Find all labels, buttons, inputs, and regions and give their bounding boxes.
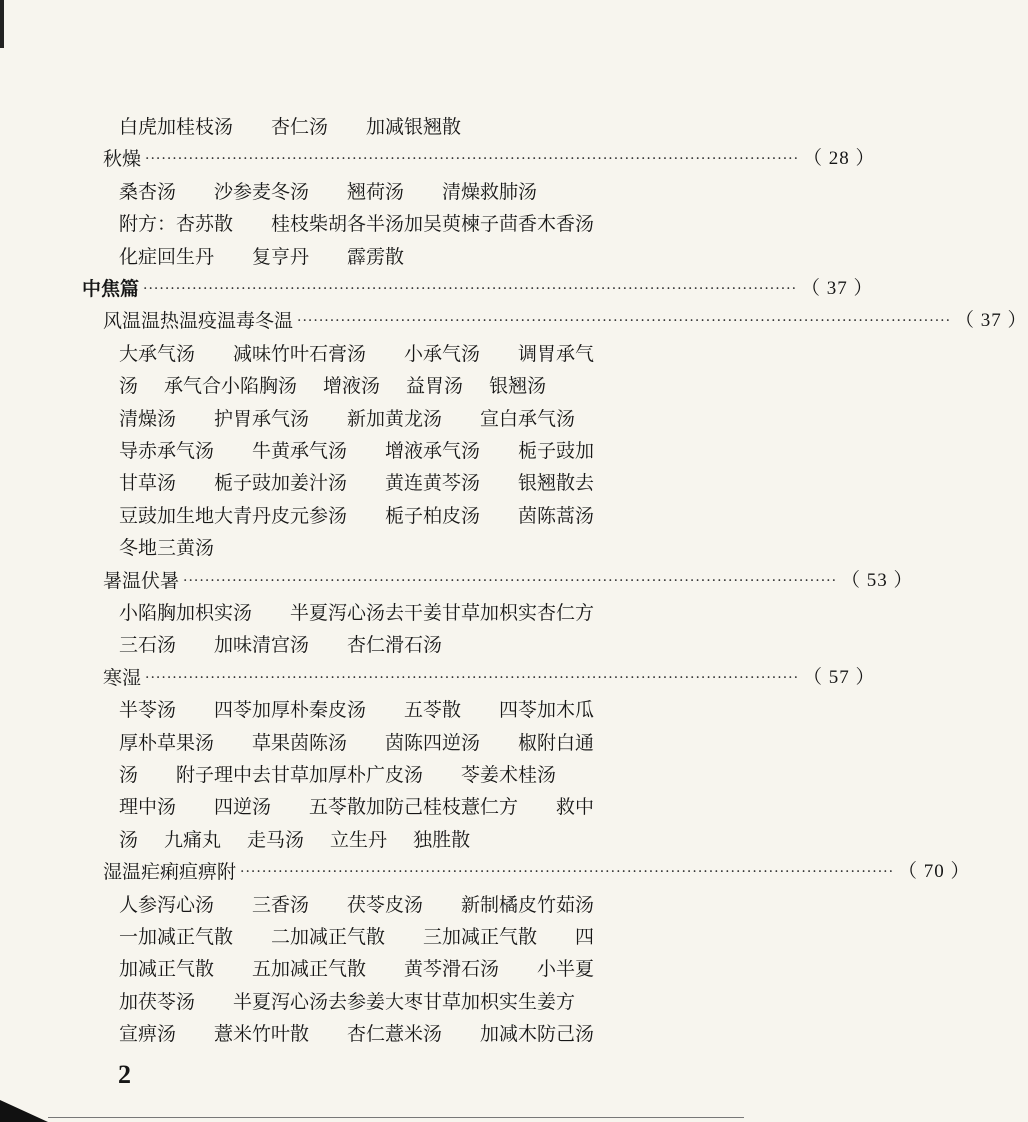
section-page-ref: （ 57 ）	[803, 667, 876, 688]
recipe-name: 半夏泻心汤去参姜大枣甘草加枳实生姜方	[233, 991, 576, 1013]
toc-recipe-line	[119, 629, 690, 661]
recipe-name: 银翘散去	[518, 472, 595, 494]
toc-recipe-line	[119, 986, 690, 1018]
recipe-name: 沙参麦冬汤	[214, 181, 310, 203]
toc-recipe-line	[119, 403, 690, 435]
toc-recipe-line	[119, 921, 690, 953]
recipe-name: 立生丹	[330, 829, 388, 851]
toc-recipe-line	[119, 824, 690, 856]
recipe-name: 四逆汤	[214, 796, 272, 818]
recipe-name: 救中	[556, 796, 595, 818]
toc-recipe-line	[119, 241, 690, 273]
recipe-name: 加茯苓汤	[119, 991, 196, 1013]
recipe-name: 茵陈蒿汤	[518, 505, 595, 527]
toc-section-entry	[103, 662, 876, 694]
recipe-name: 五加减正气散	[252, 958, 367, 980]
section-title: 风温温热温疫温毒冬温	[103, 310, 294, 332]
recipe-name: 理中汤	[119, 796, 177, 818]
page-number: 2	[118, 1060, 131, 1089]
section-page-ref: （ 37 ）	[955, 310, 1028, 331]
dot-leader: ························································································································	[183, 573, 838, 589]
recipe-name: 附子理中去甘草加厚朴广皮汤	[176, 764, 424, 786]
recipe-name: 四	[575, 926, 595, 948]
dot-leader: ························································································································	[297, 313, 952, 329]
recipe-name: 翘荷汤	[347, 181, 405, 203]
toc-recipe-line	[119, 791, 690, 823]
toc-recipe-line	[119, 467, 690, 499]
recipe-name: 草果茵陈汤	[252, 732, 348, 754]
binding-shadow-bottom	[0, 1100, 48, 1122]
toc-recipe-line	[119, 953, 690, 985]
toc-recipe-line	[119, 532, 690, 564]
recipe-name: 豆豉加生地大青丹皮元参汤	[119, 505, 348, 527]
recipe-name: 栀子柏皮汤	[385, 505, 481, 527]
dot-leader: ························································································································	[240, 864, 895, 880]
toc-section-entry	[82, 273, 874, 305]
recipe-name: 九痛丸	[164, 829, 222, 851]
recipe-name: 护胃承气汤	[214, 408, 310, 430]
toc-recipe-line	[119, 727, 690, 759]
section-title: 秋燥	[103, 148, 142, 170]
recipe-name: 承气合小陷胸汤	[164, 375, 298, 397]
recipe-name: 三香汤	[252, 894, 310, 916]
bottom-edge-line	[48, 1117, 744, 1118]
toc-section-entry	[103, 856, 971, 888]
recipe-name: 独胜散	[413, 829, 471, 851]
toc-recipe-line	[119, 111, 690, 143]
toc-recipe-line	[119, 500, 690, 532]
recipe-name: 清燥汤	[119, 408, 177, 430]
recipe-name: 小承气汤	[404, 343, 481, 365]
recipe-name: 走马汤	[247, 829, 305, 851]
recipe-name: 汤	[119, 375, 139, 397]
toc-section-entry	[103, 305, 1028, 337]
section-title: 寒湿	[103, 667, 142, 689]
recipe-name: 黄连黄芩汤	[385, 472, 481, 494]
recipe-name: 调胃承气	[518, 343, 595, 365]
recipe-name: 半苓汤	[119, 699, 177, 721]
recipe-name: 桂枝柴胡各半汤加吴萸楝子茴香木香汤	[271, 213, 595, 235]
dot-leader: ························································································································	[145, 670, 800, 686]
toc-recipe-line	[119, 889, 690, 921]
recipe-name: 白虎加桂枝汤	[119, 116, 234, 138]
toc-recipe-line	[119, 1018, 690, 1050]
recipe-name: 小半夏	[537, 958, 595, 980]
toc-recipe-line	[119, 597, 690, 629]
recipe-name: 薏米竹叶散	[214, 1023, 310, 1045]
recipe-name: 五苓散加防己桂枝薏仁方	[309, 796, 519, 818]
recipe-name: 小陷胸加枳实汤	[119, 602, 253, 624]
recipe-name: 椒附白通	[518, 732, 595, 754]
recipe-name: 杏仁薏米汤	[347, 1023, 443, 1045]
dot-leader: ························································································································	[145, 151, 800, 167]
recipe-name: 三加减正气散	[423, 926, 538, 948]
recipe-name: 霹雳散	[347, 246, 405, 268]
recipe-name: 人参泻心汤	[119, 894, 215, 916]
recipe-name: 新加黄龙汤	[347, 408, 443, 430]
recipe-name: 加减木防己汤	[480, 1023, 595, 1045]
recipe-name: 三石汤	[119, 634, 177, 656]
recipe-name: 汤	[119, 829, 139, 851]
recipe-name: 半夏泻心汤去干姜甘草加枳实杏仁方	[290, 602, 595, 624]
toc-recipe-line	[119, 759, 690, 791]
recipe-name: 清燥救肺汤	[442, 181, 538, 203]
recipe-name: 银翘汤	[489, 375, 547, 397]
toc-recipe-line	[119, 694, 690, 726]
toc-recipe-line	[119, 370, 690, 402]
toc-section-entry	[103, 565, 914, 597]
binding-shadow-left	[0, 0, 4, 48]
toc-recipe-line	[119, 208, 690, 240]
recipe-name: 栀子豉加姜汁汤	[214, 472, 348, 494]
recipe-name: 冬地三黄汤	[119, 537, 215, 559]
recipe-name: 五苓散	[404, 699, 462, 721]
recipe-name: 益胃汤	[406, 375, 464, 397]
recipe-name: 杏仁滑石汤	[347, 634, 443, 656]
recipe-name: 加味清宫汤	[214, 634, 310, 656]
dot-leader: ························································································································	[143, 281, 798, 297]
toc-recipe-line	[119, 338, 690, 370]
section-page-ref: （ 28 ）	[803, 148, 876, 169]
recipe-name: 附方：杏苏散	[119, 213, 234, 235]
recipe-name: 茵陈四逆汤	[385, 732, 481, 754]
toc-recipe-line	[119, 176, 690, 208]
recipe-name: 甘草汤	[119, 472, 177, 494]
recipe-name: 苓姜术桂汤	[461, 764, 557, 786]
recipe-name: 新制橘皮竹茹汤	[461, 894, 595, 916]
recipe-name: 杏仁汤	[271, 116, 329, 138]
recipe-name: 宣痹汤	[119, 1023, 177, 1045]
recipe-name: 大承气汤	[119, 343, 196, 365]
recipe-name: 减味竹叶石膏汤	[233, 343, 367, 365]
recipe-name: 茯苓皮汤	[347, 894, 424, 916]
section-page-ref: （ 70 ）	[898, 861, 971, 882]
recipe-name: 化症回生丹	[119, 246, 215, 268]
recipe-name: 栀子豉加	[518, 440, 595, 462]
recipe-name: 一加减正气散	[119, 926, 234, 948]
section-title: 暑温伏暑	[103, 570, 180, 592]
recipe-name: 增液汤	[323, 375, 381, 397]
recipe-name: 二加减正气散	[271, 926, 386, 948]
recipe-name: 宣白承气汤	[480, 408, 576, 430]
recipe-name: 增液承气汤	[385, 440, 481, 462]
recipe-name: 黄芩滑石汤	[404, 958, 500, 980]
section-title: 湿温疟痢疸痹附	[103, 861, 237, 883]
section-page-ref: （ 53 ）	[841, 570, 914, 591]
recipe-name: 桑杏汤	[119, 181, 177, 203]
recipe-name: 复亨丹	[252, 246, 310, 268]
toc-recipe-line	[119, 435, 690, 467]
recipe-name: 加减正气散	[119, 958, 215, 980]
recipe-name: 四苓加木瓜	[499, 699, 595, 721]
section-title: 中焦篇	[82, 278, 140, 300]
recipe-name: 导赤承气汤	[119, 440, 215, 462]
recipe-name: 厚朴草果汤	[119, 732, 215, 754]
section-page-ref: （ 37 ）	[801, 278, 874, 299]
recipe-name: 加减银翘散	[366, 116, 462, 138]
recipe-name: 汤	[119, 764, 139, 786]
recipe-name: 四苓加厚朴秦皮汤	[214, 699, 367, 721]
recipe-name: 牛黄承气汤	[252, 440, 348, 462]
toc-section-entry	[103, 143, 876, 175]
